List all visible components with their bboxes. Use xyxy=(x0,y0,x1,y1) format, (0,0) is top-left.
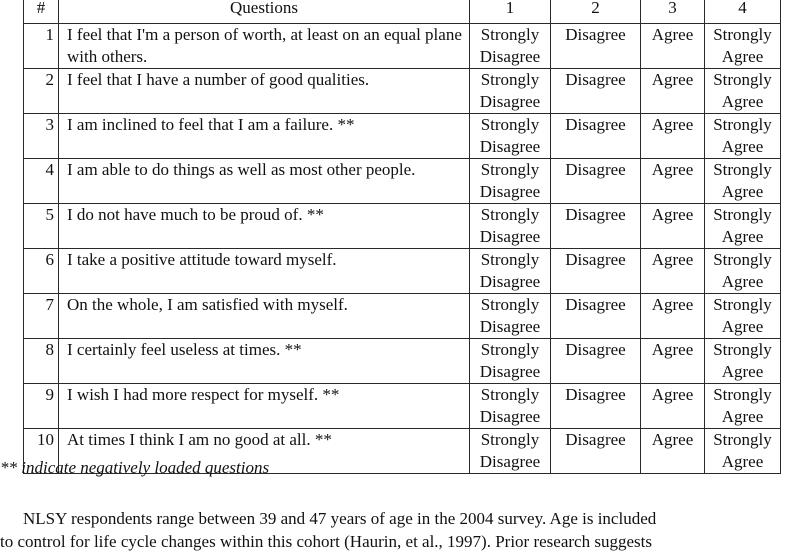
table-row xyxy=(24,339,781,384)
option-strongly-disagree: Strongly Disagree xyxy=(470,339,551,384)
option-strongly-agree: Strongly Agree xyxy=(705,249,781,294)
option-strongly-agree: Strongly Agree xyxy=(705,429,781,474)
option-agree: Agree xyxy=(641,249,705,294)
question-text: At times I think I am no good at all. ** xyxy=(59,429,470,474)
option-disagree: Disagree xyxy=(551,384,641,429)
header-option-3: 3 xyxy=(641,0,705,24)
table-header-row xyxy=(24,0,781,24)
body-paragraph xyxy=(0,507,800,553)
row-number: 3 xyxy=(24,114,59,159)
option-strongly-disagree: Strongly Disagree xyxy=(470,159,551,204)
table-row xyxy=(24,69,781,114)
option-strongly-agree: Strongly Agree xyxy=(705,24,781,69)
option-disagree: Disagree xyxy=(551,69,641,114)
option-strongly-agree: Strongly Agree xyxy=(705,204,781,249)
row-number: 6 xyxy=(24,249,59,294)
option-strongly-disagree: Strongly Disagree xyxy=(470,429,551,474)
option-strongly-agree: Strongly Agree xyxy=(705,69,781,114)
table-row xyxy=(24,294,781,339)
option-disagree: Disagree xyxy=(551,159,641,204)
header-option-2: 2 xyxy=(551,0,641,24)
table-row xyxy=(24,384,781,429)
option-strongly-agree: Strongly Agree xyxy=(705,384,781,429)
option-disagree: Disagree xyxy=(551,24,641,69)
row-number: 10 xyxy=(24,429,59,474)
header-option-4: 4 xyxy=(705,0,781,24)
header-number: # xyxy=(24,0,59,24)
option-disagree: Disagree xyxy=(551,294,641,339)
option-agree: Agree xyxy=(641,384,705,429)
option-disagree: Disagree xyxy=(551,339,641,384)
table-row xyxy=(24,24,781,69)
question-text: I do not have much to be proud of. ** xyxy=(59,204,470,249)
table-row xyxy=(24,114,781,159)
row-number: 7 xyxy=(24,294,59,339)
option-agree: Agree xyxy=(641,114,705,159)
question-text: On the whole, I am satisfied with myself. xyxy=(59,294,470,339)
option-agree: Agree xyxy=(641,69,705,114)
table-row xyxy=(24,249,781,294)
footnote: ** indicate negatively loaded questions xyxy=(0,458,270,477)
option-strongly-disagree: Strongly Disagree xyxy=(470,294,551,339)
option-strongly-agree: Strongly Agree xyxy=(705,339,781,384)
row-number: 2 xyxy=(24,69,59,114)
row-number: 1 xyxy=(24,24,59,69)
option-disagree: Disagree xyxy=(551,249,641,294)
question-text: I take a positive attitude toward myself. xyxy=(59,249,470,294)
option-disagree: Disagree xyxy=(551,114,641,159)
row-number: 8 xyxy=(24,339,59,384)
row-number: 5 xyxy=(24,204,59,249)
option-strongly-disagree: Strongly Disagree xyxy=(470,249,551,294)
option-strongly-disagree: Strongly Disagree xyxy=(470,204,551,249)
option-strongly-agree: Strongly Agree xyxy=(705,114,781,159)
option-strongly-agree: Strongly Agree xyxy=(705,159,781,204)
option-agree: Agree xyxy=(641,24,705,69)
question-text: I feel that I'm a person of worth, at least on an equal plane with others. xyxy=(59,24,470,69)
paragraph-line: to control for life cycle changes within this cohort (Haurin, et al., 1997). Prior research suggests xyxy=(0,532,652,551)
header-option-1: 1 xyxy=(470,0,551,24)
option-strongly-disagree: Strongly Disagree xyxy=(470,69,551,114)
row-number: 4 xyxy=(24,159,59,204)
option-agree: Agree xyxy=(641,339,705,384)
table-row xyxy=(24,159,781,204)
paragraph-line: NLSY respondents range between 39 and 47 years of age in the 2004 survey. Age is included xyxy=(23,509,657,528)
option-disagree: Disagree xyxy=(551,429,641,474)
option-agree: Agree xyxy=(641,429,705,474)
row-number: 9 xyxy=(24,384,59,429)
question-text: I am able to do things as well as most other people. xyxy=(59,159,470,204)
option-disagree: Disagree xyxy=(551,204,641,249)
option-strongly-disagree: Strongly Disagree xyxy=(470,114,551,159)
self-esteem-scale-table xyxy=(23,0,781,474)
header-questions: Questions xyxy=(59,0,470,24)
option-strongly-agree: Strongly Agree xyxy=(705,294,781,339)
table-row xyxy=(24,204,781,249)
option-agree: Agree xyxy=(641,294,705,339)
option-strongly-disagree: Strongly Disagree xyxy=(470,24,551,69)
question-text: I wish I had more respect for myself. ** xyxy=(59,384,470,429)
option-strongly-disagree: Strongly Disagree xyxy=(470,384,551,429)
question-text: I am inclined to feel that I am a failure. ** xyxy=(59,114,470,159)
question-text: I certainly feel useless at times. ** xyxy=(59,339,470,384)
option-agree: Agree xyxy=(641,159,705,204)
question-text: I feel that I have a number of good qualities. xyxy=(59,69,470,114)
option-agree: Agree xyxy=(641,204,705,249)
